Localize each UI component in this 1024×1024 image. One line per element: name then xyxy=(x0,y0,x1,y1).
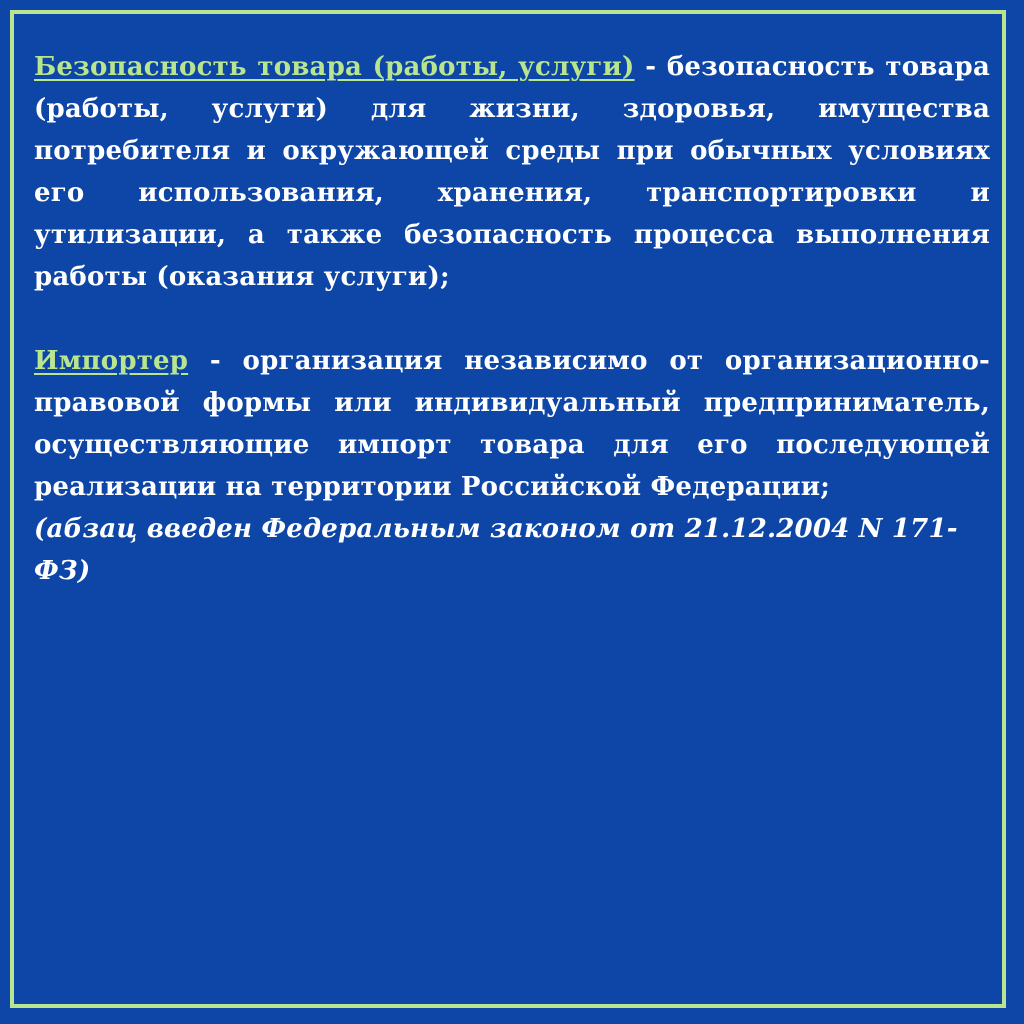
definition-safety xyxy=(34,46,990,298)
definition-safety-text: - безопасность товара (работы, услуги) для жизни, здоровья, имущества потребителя и окружающей среды при обычных условиях его использования, хранения, транспортировки и утилизации, а также безопасность процесса выполнения работы (оказания услуги); xyxy=(34,52,990,292)
term-link-safety[interactable]: Безопасность товара (работы, услуги) xyxy=(34,52,635,82)
amendment-note: (абзац введен Федеральным законом от 21.12.2004 N 171-ФЗ) xyxy=(34,514,958,586)
definition-importer xyxy=(34,340,990,508)
paragraph-spacer xyxy=(34,298,990,340)
term-link-importer[interactable]: Импортер xyxy=(34,346,189,376)
document-body xyxy=(34,46,990,592)
definition-importer-text: - организация независимо от организационно-правовой формы или индивидуальный предприниматель, осуществляющие импорт товара для его последующей реализации на территории Российской Федерации; xyxy=(34,346,990,502)
